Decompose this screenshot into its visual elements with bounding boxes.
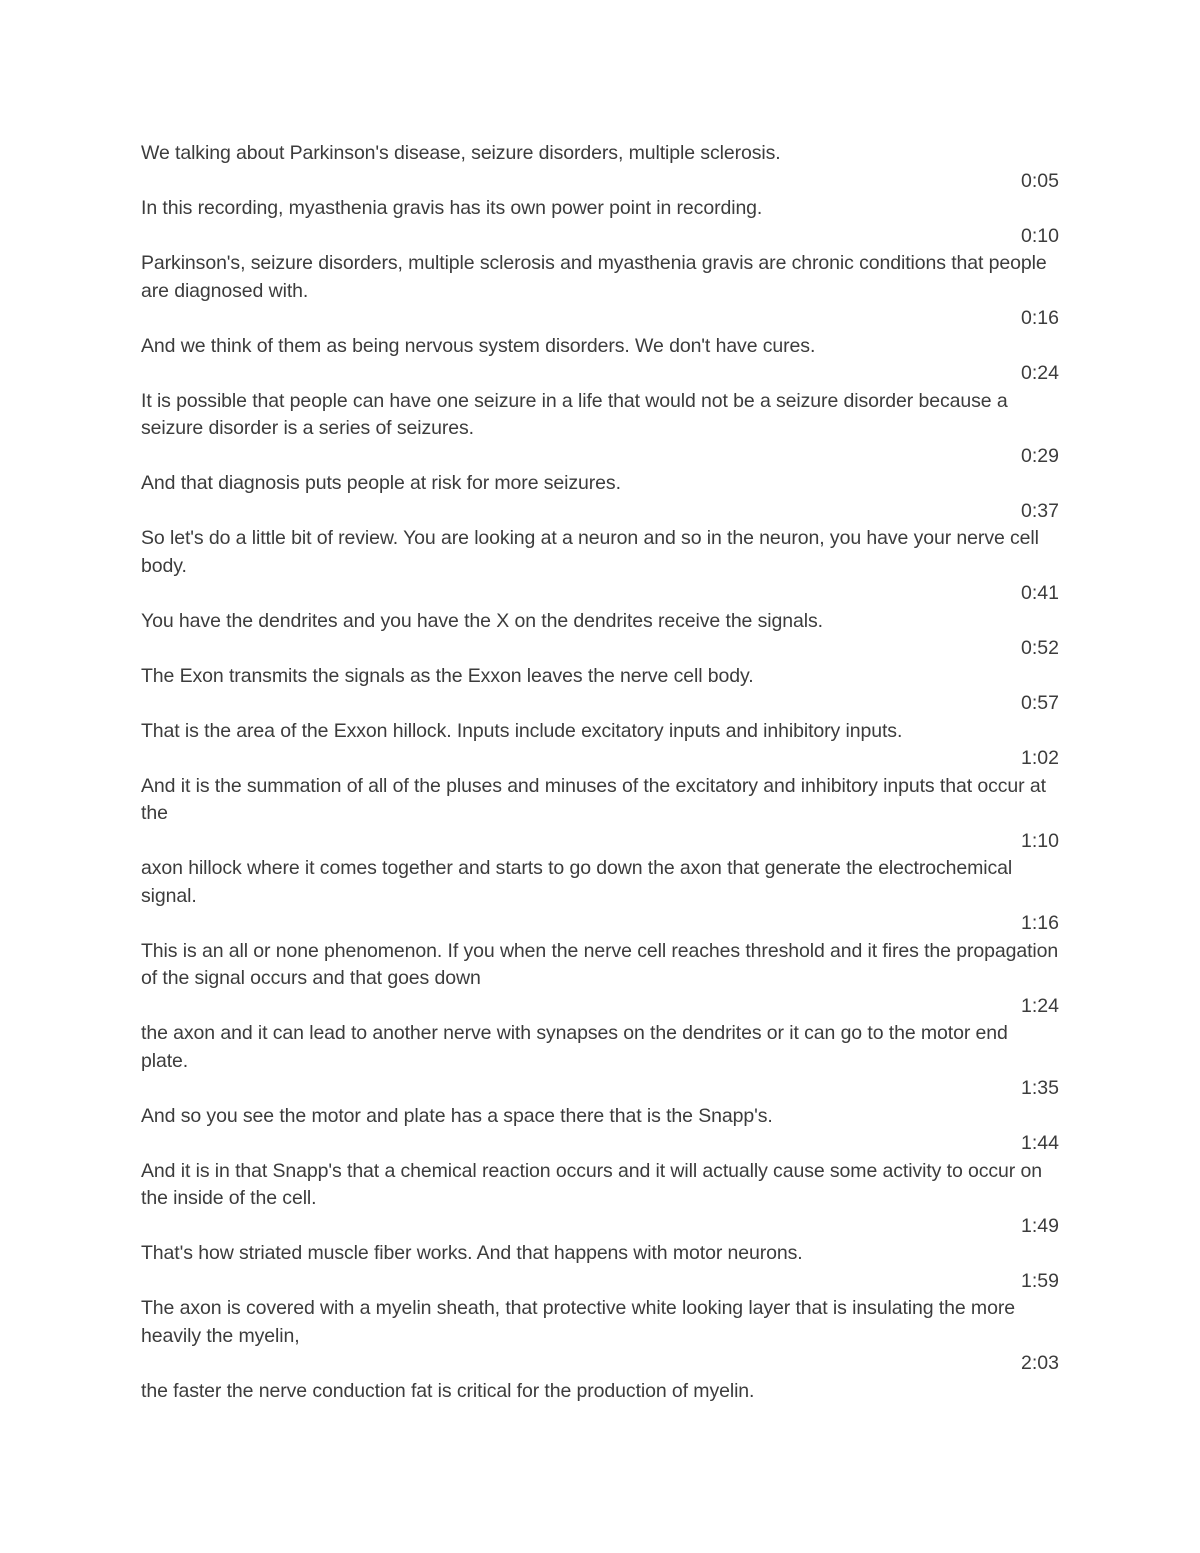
transcript-segment: [141, 773, 1059, 856]
transcript-text: And so you see the motor and plate has a space there that is the Snapp's.: [141, 1104, 773, 1127]
timestamp[interactable]: 1:35: [1021, 1077, 1059, 1099]
transcript-segment: [141, 938, 1059, 1021]
transcript-text: The Exon transmits the signals as the Exxon leaves the nerve cell body.: [141, 664, 754, 687]
transcript-text: So let's do a little bit of review. You are looking at a neuron and so in the neuron, you have your nerve cell body.: [141, 527, 1039, 577]
transcript-text: And we think of them as being nervous system disorders. We don't have cures.: [141, 334, 816, 357]
transcript-text: That's how striated muscle fiber works. And that happens with motor neurons.: [141, 1242, 803, 1264]
transcript-text: And that diagnosis puts people at risk for more seizures.: [141, 472, 621, 494]
timestamp[interactable]: 0:52: [1021, 637, 1059, 659]
timestamp[interactable]: 1:49: [1021, 1214, 1059, 1237]
transcript-text: the faster the nerve conduction fat is critical for the production of myelin.: [141, 1379, 755, 1402]
transcript-text: This is an all or none phenomenon. If you when the nerve cell reaches threshold and it fires the propagation of the signal occurs and that goes down: [141, 939, 1059, 989]
transcript-segment: [141, 333, 1059, 388]
transcript-text: And it is in that Snapp's that a chemical reaction occurs and it will actually cause some activity to occur on the inside of the cell.: [141, 1159, 1042, 1209]
timestamp[interactable]: 0:57: [1021, 692, 1059, 714]
timestamp[interactable]: 0:10: [1021, 224, 1059, 247]
transcript-segment: [141, 718, 1059, 773]
transcript-text: And it is the summation of all of the pluses and minuses of the excitatory and inhibitory inputs that occur at the: [141, 774, 1046, 824]
transcript-text: axon hillock where it comes together and starts to go down the axon that generate the electrochemical signal.: [141, 857, 1013, 907]
transcript-segment: [141, 1103, 1059, 1158]
timestamp[interactable]: 1:59: [1021, 1269, 1059, 1292]
transcript: [141, 140, 1059, 1405]
transcript-segment: [141, 1240, 1059, 1295]
timestamp[interactable]: 0:37: [1021, 499, 1059, 522]
transcript-segment: [141, 470, 1059, 525]
transcript-text: It is possible that people can have one seizure in a life that would not be a seizure disorder because a seizure disorder is a series of seizures.: [141, 389, 1008, 439]
transcript-segment: [141, 855, 1059, 938]
timestamp[interactable]: 0:29: [1021, 444, 1059, 467]
transcript-segment: [141, 1378, 1059, 1406]
transcript-segment: [141, 608, 1059, 663]
transcript-segment: [141, 663, 1059, 718]
timestamp[interactable]: 0:05: [1021, 169, 1059, 192]
transcript-segment: [141, 1158, 1059, 1241]
transcript-segment: [141, 388, 1059, 471]
transcript-text: The axon is covered with a myelin sheath, that protective white looking layer that is insulating the more heavily the myelin,: [141, 1297, 1015, 1347]
timestamp[interactable]: 1:16: [1021, 912, 1059, 934]
transcript-text: In this recording, myasthenia gravis has its own power point in recording.: [141, 197, 763, 219]
transcript-text: Parkinson's, seizure disorders, multiple sclerosis and myasthenia gravis are chronic conditions that people are diagnosed with.: [141, 252, 1047, 302]
timestamp[interactable]: 0:41: [1021, 582, 1059, 604]
transcript-segment: [141, 1295, 1059, 1378]
transcript-page: [141, 140, 1059, 1405]
transcript-segment: [141, 1020, 1059, 1103]
transcript-text: the axon and it can lead to another nerve with synapses on the dendrites or it can go to the motor end plate.: [141, 1022, 1008, 1072]
timestamp[interactable]: 2:03: [1021, 1352, 1059, 1374]
timestamp[interactable]: 1:44: [1021, 1132, 1059, 1154]
transcript-segment: [141, 250, 1059, 333]
transcript-text: You have the dendrites and you have the X on the dendrites receive the signals.: [141, 609, 823, 632]
transcript-segment: [141, 195, 1059, 250]
transcript-text: That is the area of the Exxon hillock. Inputs include excitatory inputs and inhibitory inputs.: [141, 719, 903, 742]
transcript-segment: [141, 140, 1059, 195]
timestamp[interactable]: 1:24: [1021, 994, 1059, 1017]
transcript-text: We talking about Parkinson's disease, seizure disorders, multiple sclerosis.: [141, 142, 781, 164]
timestamp[interactable]: 0:16: [1021, 307, 1059, 329]
timestamp[interactable]: 1:02: [1021, 747, 1059, 769]
timestamp[interactable]: 0:24: [1021, 362, 1059, 384]
transcript-segment: [141, 525, 1059, 608]
timestamp[interactable]: 1:10: [1021, 829, 1059, 852]
